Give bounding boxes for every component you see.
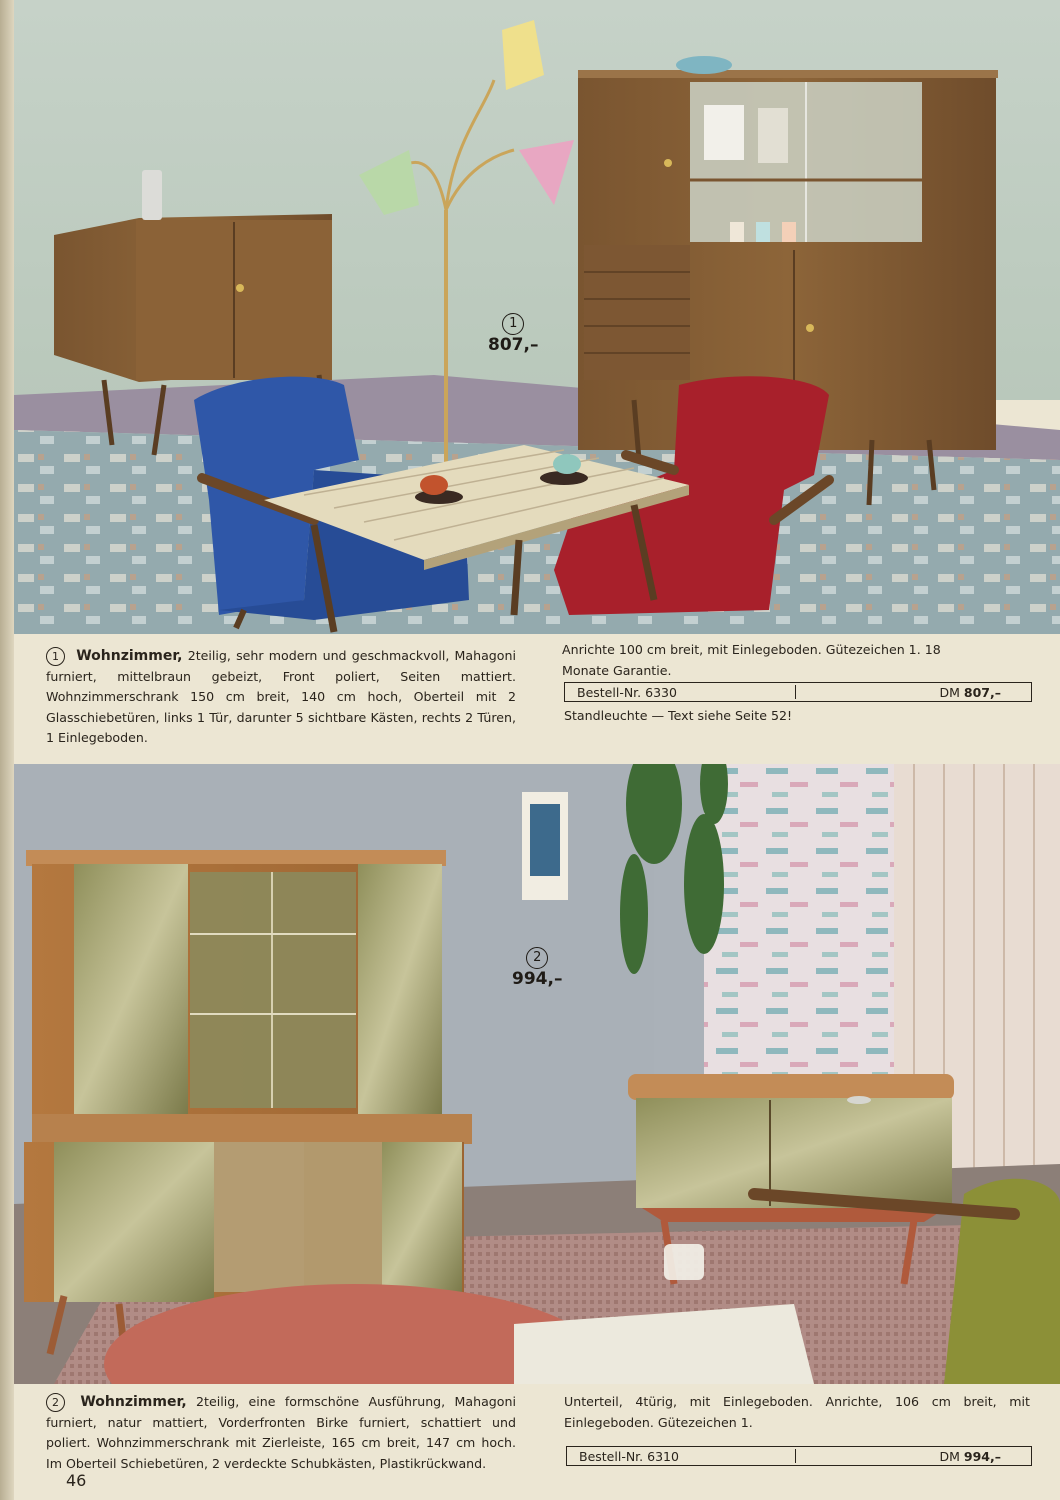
order-number-2: Bestell-Nr. 6310 [579,1448,679,1464]
caption-1-title: Wohnzimmer, [76,648,183,664]
price-tag-1 [488,312,538,355]
page-number: 46 [66,1471,87,1490]
price-tag-1-value: 807,– [488,335,539,355]
caption-1-note [564,706,984,727]
page-gutter [0,0,14,1500]
order-price-2 [940,1449,1002,1464]
caption-1-right [562,640,982,681]
order-number-1: Bestell-Nr. 6330 [577,684,677,700]
caption-2-description-right: Unterteil, 4türig, mit Einlegeboden. Anrichte, 106 cm breit, mit Einlegeboden. Gütezeichen 1. [564,1394,1030,1430]
caption-2-title: Wohnzimmer, [80,1394,187,1410]
caption-2-description-left: 2teilig, eine formschöne Ausführung, Mahagoni furniert, natur mattiert, Vorderfronten Birke furniert, schattiert und poliert. Wohnzimmerschrank mit Zierleiste, 165 cm breit, 147 cm hoch. Im Oberteil Schiebetüren, 2 verdeckte Schubkästen, Plastikrückwand. [46,1394,516,1471]
caption-1-left [46,646,516,749]
order-box-1 [564,682,1032,702]
living-room-illustration-2 [14,764,1060,1384]
order-box-2 [566,1446,1032,1466]
order-box-2-divider [795,1449,796,1463]
currency-2: DM [939,1448,960,1464]
item-marker-2: 2 [526,947,548,969]
price-1: 807,– [963,684,1001,700]
living-room-photo-2 [14,764,1060,1384]
price-2: 994,– [963,1448,1001,1464]
living-room-photo-1 [14,0,1060,634]
price-tag-2-value: 994,– [512,969,563,989]
order-price-1 [940,685,1002,700]
caption-2-left [46,1392,516,1474]
caption-2-right [564,1392,1030,1433]
price-tag-2 [512,946,562,989]
order-box-1-divider [795,685,796,699]
caption-1-description-left: 2teilig, sehr modern und geschmackvoll, Mahagoni furniert, mittelbraun gebeizt, Front poliert, Seiten mattiert. Wohnzimmerschrank 150 cm breit, 140 cm hoch, Oberteil mit 2 Glasschiebetüren, links 1 Tür, darunter 5 sichtbare Kästen, rechts 2 Türen, 1 Einlegeboden. [46,648,516,745]
caption-2-marker: 2 [46,1393,65,1412]
item-marker-1: 1 [502,313,524,335]
caption-1-description-right: Anrichte 100 cm breit, mit Einlegeboden. Gütezeichen 1. 18 Monate Garantie. [562,642,941,678]
caption-1-marker: 1 [46,647,65,666]
currency-1: DM [939,684,960,700]
lamp-note: Standleuchte — Text siehe Seite 52! [564,708,793,723]
